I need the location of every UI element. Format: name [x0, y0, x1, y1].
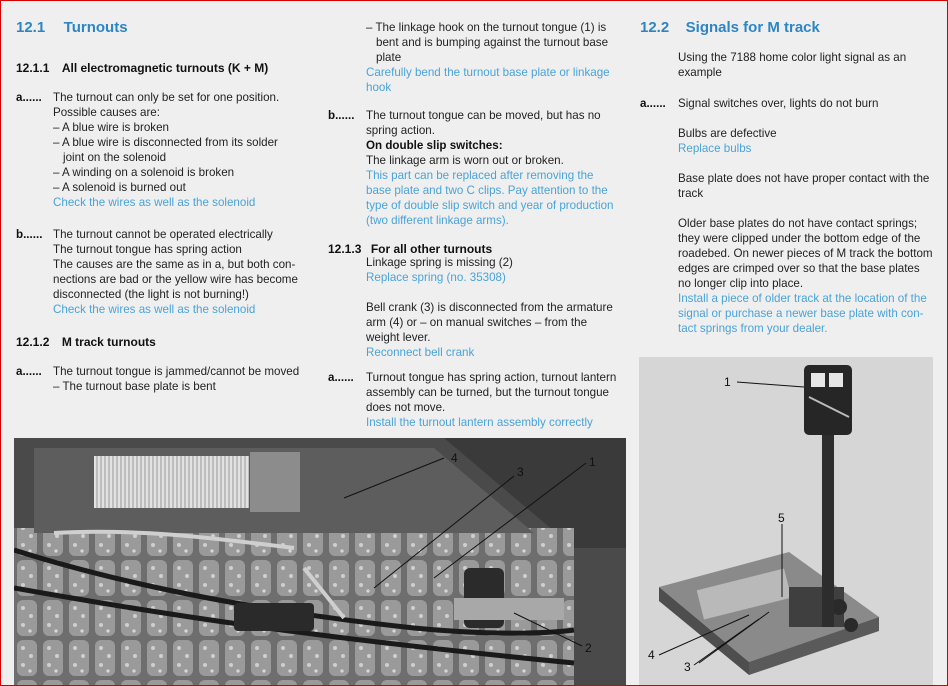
subsection-title: For all other turnouts: [370, 242, 493, 256]
text-line: track: [678, 187, 704, 200]
item-b-label: b......: [16, 228, 43, 241]
col2-item-a-text: [366, 370, 616, 430]
text-line: – A solenoid is burned out: [53, 181, 186, 194]
remedy-text: Replace bulbs: [678, 142, 752, 155]
remedy-text: (two different linkage arms).: [366, 214, 509, 227]
text-line: The turnout cannot be operated electrically: [53, 228, 273, 241]
text-line: Turnout tongue has spring action, turnout lantern: [366, 371, 617, 384]
item-a-text: [53, 90, 279, 210]
col2-item-a-label: a......: [328, 371, 354, 384]
section-title: Turnouts: [63, 19, 128, 36]
text-line: Linkage spring is missing (2): [366, 256, 513, 269]
text-line: – A blue wire is broken: [53, 121, 170, 134]
m-item-a-text: [53, 364, 299, 394]
remedy-text: type of double slip switch and year of production: [366, 199, 614, 212]
item-a-label: a......: [16, 91, 42, 104]
text-line: edges are crimped over so that the base plates: [678, 262, 920, 275]
text-line: Older base plates do not have contact springs;: [678, 217, 918, 230]
callout-1: 1: [589, 455, 596, 469]
text-line: The turnout tongue can be moved, but has no: [366, 109, 601, 122]
text-line: The turnout tongue is jammed/cannot be moved: [53, 365, 300, 378]
text-line: Bulbs are defective: [678, 127, 777, 140]
text-line: weight lever.: [366, 331, 431, 344]
other-turnouts-text: [366, 255, 613, 360]
section-12-1-heading: [16, 19, 128, 37]
section-number: 12.2: [640, 19, 670, 36]
col2-item-b-text: [366, 108, 613, 228]
subsection-12-1-1-heading: [16, 59, 268, 77]
remedy-text: Check the wires as well as the solenoid: [53, 196, 256, 209]
text-line: – The turnout base plate is bent: [53, 380, 216, 393]
subsection-number: 12.1.3: [328, 242, 362, 256]
section-number: 12.1: [16, 19, 46, 36]
callout-2: 2: [585, 641, 592, 655]
signal-photo: [639, 357, 933, 685]
text-line: Signal switches over, lights do not burn: [678, 97, 879, 110]
text-line: Using the 7188 home color light signal as an: [678, 51, 907, 64]
text-line: Possible causes are:: [53, 106, 160, 119]
text-line: arm (4) or – on manual switches – from the: [366, 316, 588, 329]
remedy-text: base plate and two C clips. Pay attention to the: [366, 184, 608, 197]
text-line: example: [678, 66, 722, 79]
text-line: – The linkage hook on the turnout tongue (1) is: [366, 21, 607, 34]
text-line: plate: [376, 51, 402, 64]
text-line: spring action.: [366, 124, 435, 137]
text-line: The causes are the same as in a, but both con-: [53, 258, 296, 271]
solenoid-coil: [94, 456, 249, 508]
remedy-text: Check the wires as well as the solenoid: [53, 303, 256, 316]
col2-item-b-label: b......: [328, 109, 355, 122]
text-line: – A blue wire is disconnected from its solder: [53, 136, 278, 149]
remedy-text: This part can be replaced after removing the: [366, 169, 594, 182]
section-12-2-heading: [640, 19, 820, 37]
subsection-number: 12.1.2: [16, 335, 50, 349]
callout-3: 3: [684, 660, 691, 674]
text-line: disconnected (the light is not burning!): [53, 288, 249, 301]
callout-4: 4: [451, 451, 458, 465]
text-line: nections are bad or the yellow wire has become: [53, 273, 298, 286]
text-line: The turnout tongue has spring action: [53, 243, 242, 256]
text-line: no longer clip into place.: [678, 277, 804, 290]
m-item-a-label: a......: [16, 365, 42, 378]
callout-5: 5: [778, 511, 785, 525]
subsection-title: M track turnouts: [61, 335, 156, 349]
remedy-text: hook: [366, 81, 392, 94]
text-line: bent and is bumping against the turnout base: [376, 36, 609, 49]
remedy-text: Replace spring (no. 35308): [366, 271, 506, 284]
text-line: they were clipped under the bottom edge of the: [678, 232, 921, 245]
text-line: joint on the solenoid: [63, 151, 167, 164]
double-slip-heading: On double slip switches:: [366, 139, 503, 152]
col3-item-a-label: a......: [640, 97, 666, 110]
callout-4: 4: [648, 648, 655, 662]
remedy-text: signal or purchase a newer base plate with con-: [678, 307, 924, 320]
remedy-text: Reconnect bell crank: [366, 346, 475, 359]
turnout-underside-photo: [14, 438, 626, 685]
section-title: Signals for M track: [685, 19, 820, 36]
text-line: Bell crank (3) is disconnected from the armature: [366, 301, 613, 314]
text-line: The linkage arm is worn out or broken.: [366, 154, 564, 167]
signals-intro: [678, 50, 906, 80]
subsection-number: 12.1.1: [16, 61, 50, 75]
subsection-12-1-2-heading: [16, 333, 156, 351]
callout-3: 3: [517, 465, 524, 479]
remedy-text: tact springs from your dealer.: [678, 322, 828, 335]
remedy-text: Install the turnout lantern assembly correctly: [366, 416, 593, 429]
remedy-text: Carefully bend the turnout base plate or linkage: [366, 66, 610, 79]
text-line: Base plate does not have proper contact with the: [678, 172, 930, 185]
text-line: The turnout can only be set for one position.: [53, 91, 280, 104]
remedy-text: Install a piece of older track at the location of the: [678, 292, 927, 305]
continued-item-text: [366, 20, 610, 95]
item-b-text: [53, 227, 298, 317]
col3-item-a-text: [678, 96, 933, 336]
text-line: – A winding on a solenoid is broken: [53, 166, 235, 179]
text-line: does not move.: [366, 401, 446, 414]
text-line: roadebed. On newer pieces of M track the bottom: [678, 247, 933, 260]
text-line: assembly can be turned, but the turnout tongue: [366, 386, 609, 399]
subsection-title: All electromagnetic turnouts (K + M): [61, 61, 269, 75]
callout-1: 1: [724, 375, 731, 389]
